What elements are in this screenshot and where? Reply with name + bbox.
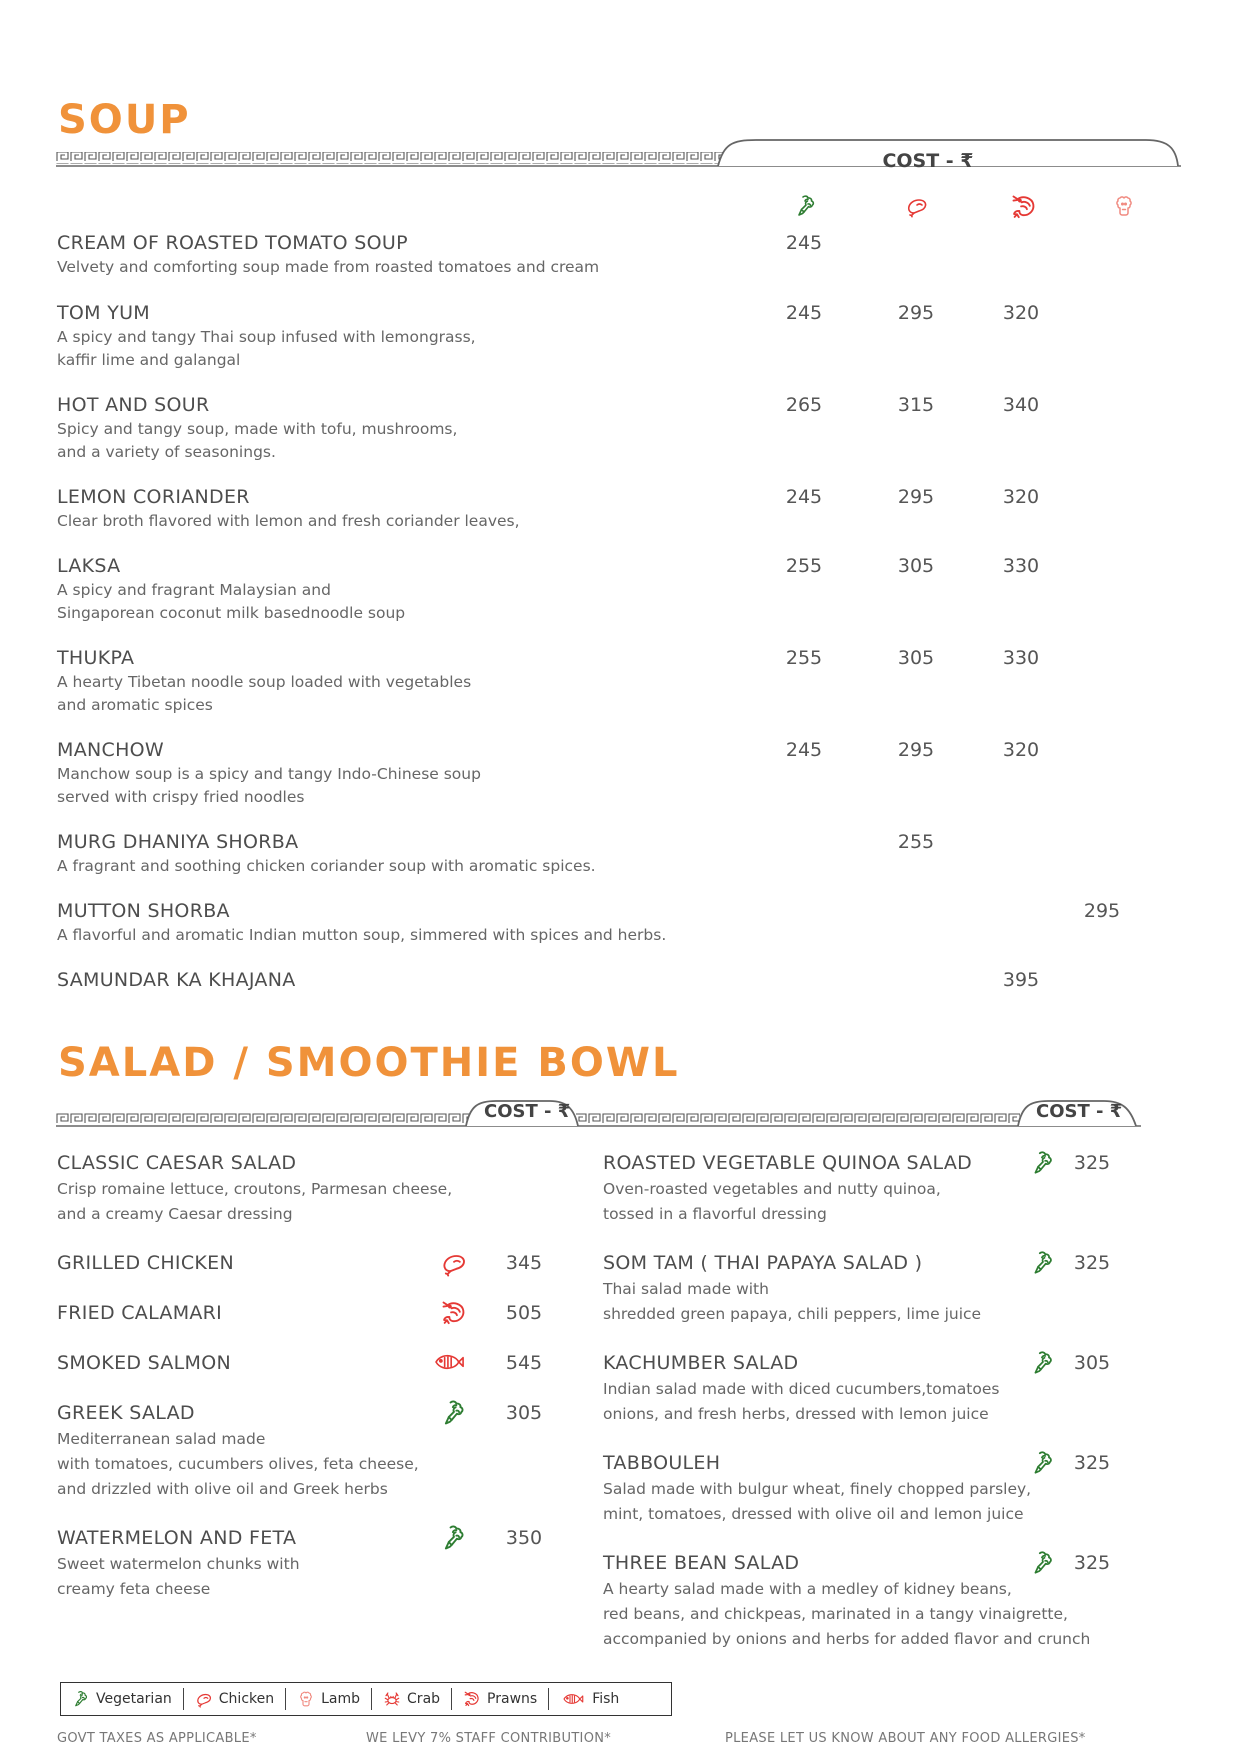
vegetarian-icon: [1030, 1250, 1056, 1276]
salad-item-description: Oven-roasted vegetables and nutty quinoa, tossed in a flavorful dressing: [603, 1180, 941, 1223]
salad-section-title: SALAD / SMOOTHIE BOWL: [58, 1040, 680, 1086]
salad-item-description: A hearty salad made with a medley of kidney beans, red beans, and chickpeas, marinated in a tangy vinaigrette, accompanied by onions and herbs for added flavor and crunch: [603, 1580, 1091, 1648]
fish-icon: [428, 1349, 470, 1375]
soup-item-name: MANCHOW: [57, 739, 164, 761]
legend-label: Prawns: [487, 1691, 538, 1707]
prawns-icon: [440, 1299, 468, 1327]
crab-icon: [383, 1690, 401, 1708]
soup-item-name: LEMON CORIANDER: [57, 486, 250, 508]
soup-price-chicken: 295: [897, 302, 935, 324]
vegetarian-icon: [1030, 1450, 1056, 1476]
salad-item-description: Thai salad made with shredded green papaya, chili peppers, lime juice: [603, 1280, 982, 1323]
salad-item-description: Mediterranean salad made with tomatoes, cucumbers olives, feta cheese, and drizzled with olive oil and Greek herbs: [57, 1430, 419, 1498]
salad-item-name: THREE BEAN SALAD: [603, 1552, 800, 1574]
salad-item-name: CLASSIC CAESAR SALAD: [57, 1152, 297, 1174]
salad-cost-label-right: COST - ₹: [1036, 1101, 1123, 1122]
legend-label: Crab: [407, 1691, 441, 1707]
soup-border: [56, 138, 1181, 183]
soup-price-chicken: 255: [897, 831, 935, 853]
legend-label: Lamb: [321, 1691, 361, 1707]
chicken-icon: [440, 1249, 468, 1277]
soup-item-name: HOT AND SOUR: [57, 394, 210, 416]
salad-item-description: Sweet watermelon chunks with creamy feta cheese: [57, 1555, 300, 1598]
footer-taxes-note: GOVT TAXES AS APPLICABLE*: [57, 1731, 257, 1746]
salad-item-name: TABBOULEH: [603, 1452, 721, 1474]
vegetarian-icon: [1030, 1150, 1056, 1176]
soup-price-prawns: 330: [1002, 647, 1040, 669]
salad-item-name: SMOKED SALMON: [57, 1352, 231, 1374]
soup-price-lamb: 295: [1083, 900, 1121, 922]
legend-item-vegetarian: [61, 1688, 184, 1710]
soup-item-description: Manchow soup is a spicy and tangy Indo-Chinese soup served with crispy fried noodles: [57, 765, 481, 806]
soup-price-veg: 255: [785, 555, 823, 577]
soup-price-chicken: 315: [897, 394, 935, 416]
salad-item-price: 325: [1073, 1152, 1111, 1174]
soup-item-name: MURG DHANIYA SHORBA: [57, 831, 299, 853]
vegetarian-icon: [440, 1524, 468, 1552]
soup-item-description: Spicy and tangy soup, made with tofu, mushrooms, and a variety of seasonings.: [57, 420, 458, 461]
vegetarian-icon: [1030, 1550, 1056, 1576]
soup-price-prawns: 340: [1002, 394, 1040, 416]
soup-price-veg: 245: [785, 302, 823, 324]
vegetarian-icon: [1030, 1350, 1056, 1376]
salad-item-description: Indian salad made with diced cucumbers,tomatoes onions, and fresh herbs, dressed with lemon juice: [603, 1380, 1000, 1423]
soup-item-description: A spicy and tangy Thai soup infused with lemongrass, kaffir lime and galangal: [57, 328, 476, 369]
salad-item-price: 325: [1073, 1552, 1111, 1574]
vegetarian-icon: [72, 1690, 90, 1708]
salad-item-price: 350: [505, 1527, 543, 1549]
salad-item-name: GRILLED CHICKEN: [57, 1252, 234, 1274]
salad-item-price: 305: [1073, 1352, 1111, 1374]
soup-price-veg: 245: [785, 232, 823, 254]
icon-legend: [60, 1682, 672, 1716]
salad-cost-label-left: COST - ₹: [484, 1101, 571, 1122]
soup-price-veg: 245: [785, 486, 823, 508]
legend-item-lamb: [286, 1688, 372, 1710]
soup-price-prawns: 395: [1002, 969, 1040, 991]
soup-price-prawns: 330: [1002, 555, 1040, 577]
soup-item-description: Clear broth flavored with lemon and fresh coriander leaves,: [57, 512, 520, 530]
soup-item-name: LAKSA: [57, 555, 121, 577]
salad-item-name: KACHUMBER SALAD: [603, 1352, 799, 1374]
salad-item-name: FRIED CALAMARI: [57, 1302, 223, 1324]
soup-price-veg: 245: [785, 739, 823, 761]
soup-item-description: A hearty Tibetan noodle soup loaded with vegetables and aromatic spices: [57, 673, 472, 714]
legend-item-prawns: [452, 1688, 549, 1710]
salad-item-name: SOM TAM ( THAI PAPAYA SALAD ): [603, 1252, 923, 1274]
soup-price-prawns: 320: [1002, 486, 1040, 508]
soup-price-prawns: 320: [1002, 739, 1040, 761]
legend-item-crab: [372, 1688, 452, 1710]
lamb-icon: [1112, 194, 1136, 218]
vegetarian-icon: [440, 1399, 468, 1427]
lamb-icon: [297, 1690, 315, 1708]
soup-item-description: A spicy and fragrant Malaysian and Singaporean coconut milk basednoodle soup: [57, 581, 406, 622]
legend-label: Vegetarian: [96, 1691, 172, 1707]
salad-item-name: GREEK SALAD: [57, 1402, 195, 1424]
soup-price-veg: 255: [785, 647, 823, 669]
legend-item-fish: [549, 1688, 630, 1710]
prawns-icon: [1010, 193, 1038, 221]
soup-price-chicken: 295: [897, 739, 935, 761]
soup-item-name: CREAM OF ROASTED TOMATO SOUP: [57, 232, 408, 254]
soup-item-name: SAMUNDAR KA KHAJANA: [57, 969, 296, 991]
salad-border: [56, 1088, 1141, 1133]
salad-item-name: ROASTED VEGETABLE QUINOA SALAD: [603, 1152, 973, 1174]
vegetarian-icon: [794, 194, 818, 218]
soup-section-title: SOUP: [58, 97, 191, 143]
salad-item-description: Crisp romaine lettuce, croutons, Parmesan cheese, and a creamy Caesar dressing: [57, 1180, 453, 1223]
salad-item-price: 545: [505, 1352, 543, 1374]
soup-item-description: Velvety and comforting soup made from roasted tomatoes and cream: [57, 258, 600, 276]
prawns-icon: [463, 1690, 481, 1708]
salad-item-name: WATERMELON AND FETA: [57, 1527, 297, 1549]
chicken-icon: [905, 194, 929, 218]
salad-item-price: 325: [1073, 1452, 1111, 1474]
legend-item-chicken: [184, 1688, 286, 1710]
soup-price-veg: 265: [785, 394, 823, 416]
chicken-icon: [195, 1690, 213, 1708]
soup-price-prawns: 320: [1002, 302, 1040, 324]
footer-allergy-note: PLEASE LET US KNOW ABOUT ANY FOOD ALLERGIES*: [725, 1731, 1086, 1746]
soup-item-description: A fragrant and soothing chicken coriander soup with aromatic spices.: [57, 857, 596, 875]
soup-price-chicken: 305: [897, 647, 935, 669]
salad-item-description: Salad made with bulgur wheat, finely chopped parsley, mint, tomatoes, dressed with olive oil and lemon juice: [603, 1480, 1032, 1523]
soup-item-name: TOM YUM: [57, 302, 150, 324]
legend-label: Fish: [592, 1691, 620, 1707]
salad-item-price: 345: [505, 1252, 543, 1274]
soup-price-chicken: 305: [897, 555, 935, 577]
soup-price-chicken: 295: [897, 486, 935, 508]
soup-cost-label: COST - ₹: [882, 150, 974, 172]
soup-item-name: MUTTON SHORBA: [57, 900, 230, 922]
footer-staff-note: WE LEVY 7% STAFF CONTRIBUTION*: [366, 1731, 612, 1746]
legend-label: Chicken: [218, 1691, 275, 1707]
salad-item-price: 305: [505, 1402, 543, 1424]
fish-icon: [560, 1690, 586, 1708]
soup-item-name: THUKPA: [57, 647, 135, 669]
salad-item-price: 505: [505, 1302, 543, 1324]
soup-item-description: A flavorful and aromatic Indian mutton soup, simmered with spices and herbs.: [57, 926, 667, 944]
salad-item-price: 325: [1073, 1252, 1111, 1274]
